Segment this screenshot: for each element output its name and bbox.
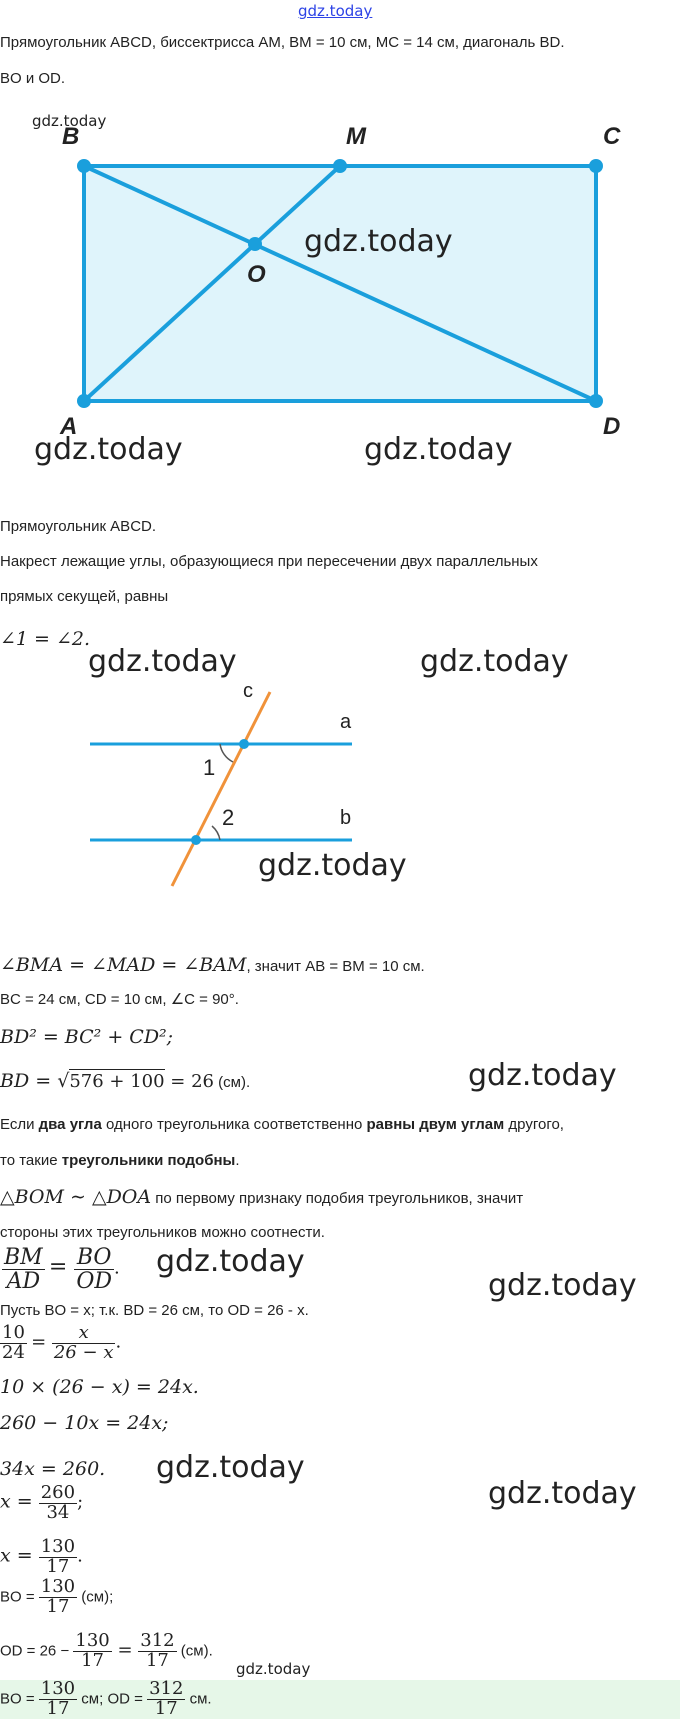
text-line: Накрест лежащие углы, образующиеся при пересечении двух параллельных — [0, 553, 538, 570]
text-line: стороны этих треугольников можно соотнести. — [0, 1224, 325, 1241]
angle-1-label: 1 — [203, 755, 216, 780]
point-a — [77, 394, 91, 408]
label-b: b — [340, 807, 352, 829]
transversal-c — [172, 692, 270, 886]
watermark: gdz.today — [420, 644, 569, 679]
text-line: то такие треугольники подобны. — [0, 1152, 240, 1169]
final-answer: BO = $\frac{130}{17}$ см; OD = $\frac{312}{17}$ см. — [0, 1678, 212, 1719]
text-line: Если два угла одного треугольника соответственно равны двум углам другого, — [0, 1116, 564, 1133]
label-c: c — [243, 680, 253, 702]
equation-line: 34x = 260. — [0, 1458, 106, 1480]
point-m — [333, 159, 347, 173]
label-d: D — [603, 413, 621, 440]
watermark: gdz.today — [156, 1450, 305, 1485]
result-bo: BO = $\frac{130}{17}$ (см); — [0, 1576, 114, 1617]
point-d — [589, 394, 603, 408]
watermark: gdz.today — [32, 112, 107, 130]
equation-line: 260 − 10x = 24x; — [0, 1412, 169, 1434]
intersection-b — [191, 835, 201, 845]
equation-line: BD² = BC² + CD²; — [0, 1026, 174, 1048]
intersection-a — [239, 739, 249, 749]
point-b — [77, 159, 91, 173]
label-o: O — [247, 261, 266, 288]
label-a: a — [340, 711, 352, 733]
watermark: gdz.today — [236, 1660, 311, 1678]
angle-equality: ∠1 = ∠2. — [0, 628, 91, 650]
watermark: gdz.today — [258, 848, 407, 883]
point-c — [589, 159, 603, 173]
watermark: gdz.today — [304, 224, 453, 259]
rectangle-figure — [0, 100, 680, 480]
text-line: △BOM ∼ △DOA по первому признаку подобия треугольников, значит — [0, 1186, 524, 1208]
ratio-equation: $\frac{BM}{AD}$ = $\frac{BO}{OD}$ . — [4, 1245, 120, 1295]
equation-line: BD = √576 + 100 = 26 (см). — [0, 1070, 251, 1092]
watermark: gdz.today — [488, 1476, 637, 1511]
equation-line: x = $\frac{260}{34}$ ; — [0, 1482, 84, 1523]
equation-line: ∠BMA = ∠MAD = ∠BAM, значит AB = BM = 10 см. — [0, 954, 425, 976]
text-line: Пусть BO = x; т.к. BD = 26 см, то OD = 26 - x. — [0, 1302, 309, 1319]
label-b: B — [62, 123, 80, 150]
watermark: gdz.today — [34, 432, 183, 467]
equation-line: 10 × (26 − x) = 24x. — [0, 1376, 199, 1398]
watermark-top-link[interactable]: gdz.today — [298, 2, 373, 20]
text-line: прямых секущей, равны — [0, 588, 169, 605]
text-line: Прямоугольник ABCD. — [0, 518, 157, 535]
task-find: BO и OD. — [0, 70, 66, 87]
watermark: gdz.today — [468, 1058, 617, 1093]
result-od: OD = 26 − $\frac{130}{17}$ = $\frac{312}{17}$ (см). — [0, 1630, 213, 1671]
label-a: A — [60, 413, 78, 440]
watermark: gdz.today — [364, 432, 513, 467]
angle-1-arc — [220, 744, 233, 762]
angle-2-label: 2 — [222, 805, 235, 830]
label-c: C — [603, 123, 621, 150]
watermark: gdz.today — [88, 644, 237, 679]
angle-2-arc — [212, 826, 220, 840]
watermark: gdz.today — [156, 1244, 305, 1279]
proportion-equation: $\frac{10}{24}$ = $\frac{x}{26 - x}$ . — [2, 1322, 122, 1363]
point-o — [248, 237, 262, 251]
equation-line: BC = 24 см, CD = 10 см, ∠C = 90°. — [0, 991, 239, 1008]
task-statement: Прямоугольник ABCD, биссектрисса AM, BM = 10 см, MC = 14 см, диагональ BD. — [0, 34, 565, 51]
label-m: M — [346, 123, 366, 150]
equation-line: x = $\frac{130}{17}$ . — [0, 1536, 83, 1577]
watermark: gdz.today — [488, 1268, 637, 1303]
